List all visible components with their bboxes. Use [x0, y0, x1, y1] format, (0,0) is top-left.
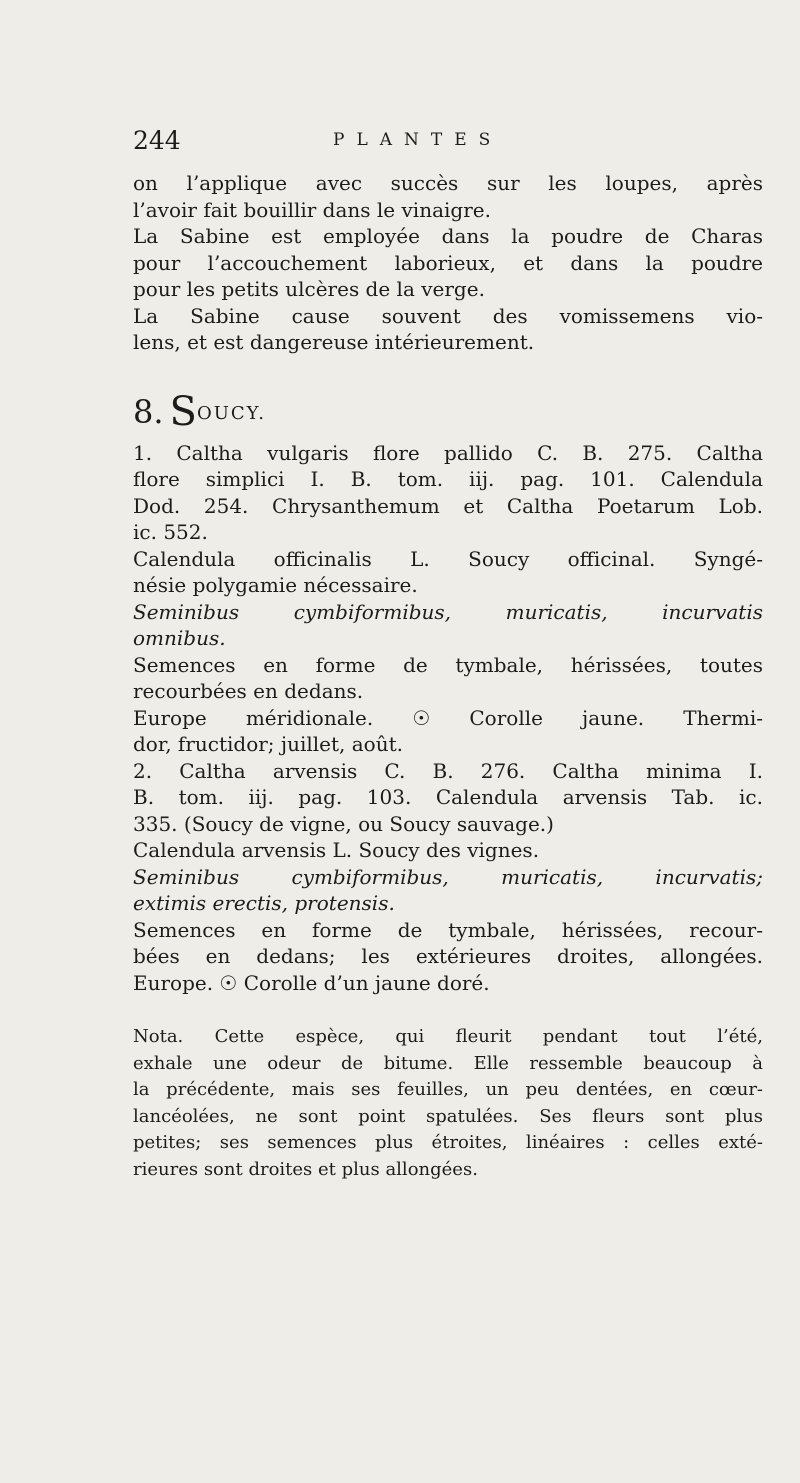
entry-line: Calendula officinalis L. Soucy officinal. Syngé-	[133, 546, 763, 571]
section-title: OUCY.	[196, 403, 266, 424]
entry-line: 1. Caltha vulgaris flore pallido C. B. 275. Caltha	[133, 440, 763, 465]
entry-line: ic. 552.	[133, 520, 208, 544]
text-line: La Sabine est employée dans la poudre de Charas	[133, 224, 763, 248]
entry-line: omnibus.	[133, 626, 226, 650]
text-line: pour l’accouchement laborieux, et dans la poudre	[133, 250, 763, 275]
entry-line: flore simplici I. B. tom. iij. pag. 101. Calendula	[133, 467, 763, 491]
text-line: La Sabine cause souvent des vomissemens vio-	[133, 303, 763, 328]
text-line: pour les petits ulcères de la verge.	[133, 277, 485, 301]
entry-line: Europe méridionale. ☉ Corolle jaune. Thermi-	[133, 705, 763, 730]
section-number: 8.	[133, 392, 164, 431]
entry-line: recourbées en dedans.	[133, 679, 364, 703]
entry-line: B. tom. iij. pag. 103. Calendula arvensis Tab. ic.	[133, 785, 763, 809]
note-line: petites; ses semences plus étroites, linéaires : celles exté-	[133, 1132, 763, 1153]
entry-line: extimis erectis, protensis.	[133, 891, 395, 915]
page-header	[133, 126, 763, 162]
note-line: exhale une odeur de bitume. Elle ressemble beaucoup à	[133, 1052, 763, 1074]
entry-line: Semences en forme de tymbale, hérissées, toutes	[133, 652, 763, 677]
entry-line: Dod. 254. Chrysanthemum et Caltha Poetarum Lob.	[133, 493, 763, 518]
entry-line: 335. (Soucy de vigne, ou Soucy sauvage.)	[133, 811, 554, 836]
entry-line: 2. Caltha arvensis C. B. 276. Caltha minima I.	[133, 758, 763, 783]
note-line: lancéolées, ne sont point spatulées. Ses fleurs sont plus	[133, 1105, 763, 1127]
entry-line: dor, fructidor; juillet, août.	[133, 732, 403, 756]
page-body	[133, 170, 763, 1183]
section-initial: S	[169, 388, 197, 435]
entry-line: Semences en forme de tymbale, hérissées, recour-	[133, 917, 763, 942]
section-heading	[133, 386, 763, 435]
text-line: lens, et est dangereuse intérieurement.	[133, 330, 535, 354]
entry-line: Seminibus cymbiformibus, muricatis, incurvatis	[133, 599, 763, 624]
running-title: PLANTES	[333, 130, 503, 150]
note-line: la précédente, mais ses feuilles, un peu dentées, en cœur-	[133, 1079, 763, 1100]
note-line: rieures sont droites et plus allongées.	[133, 1158, 478, 1180]
text-line: on l’applique avec succès sur les loupes, après	[133, 171, 763, 195]
entry-line: Seminibus cymbiformibus, muricatis, incurvatis;	[133, 864, 763, 889]
page-number: 244	[133, 126, 181, 155]
entry-line: Calendula arvensis L. Soucy des vignes.	[133, 838, 540, 862]
entry-line: bées en dedans; les extérieures droites, allongées.	[133, 944, 763, 968]
entry-line: Europe. ☉ Corolle d’un jaune doré.	[133, 970, 490, 995]
entry-line: nésie polygamie nécessaire.	[133, 573, 418, 597]
note-line: Nota. Cette espèce, qui fleurit pendant tout l’été,	[133, 1026, 763, 1047]
text-line: l’avoir fait bouillir dans le vinaigre.	[133, 197, 491, 222]
